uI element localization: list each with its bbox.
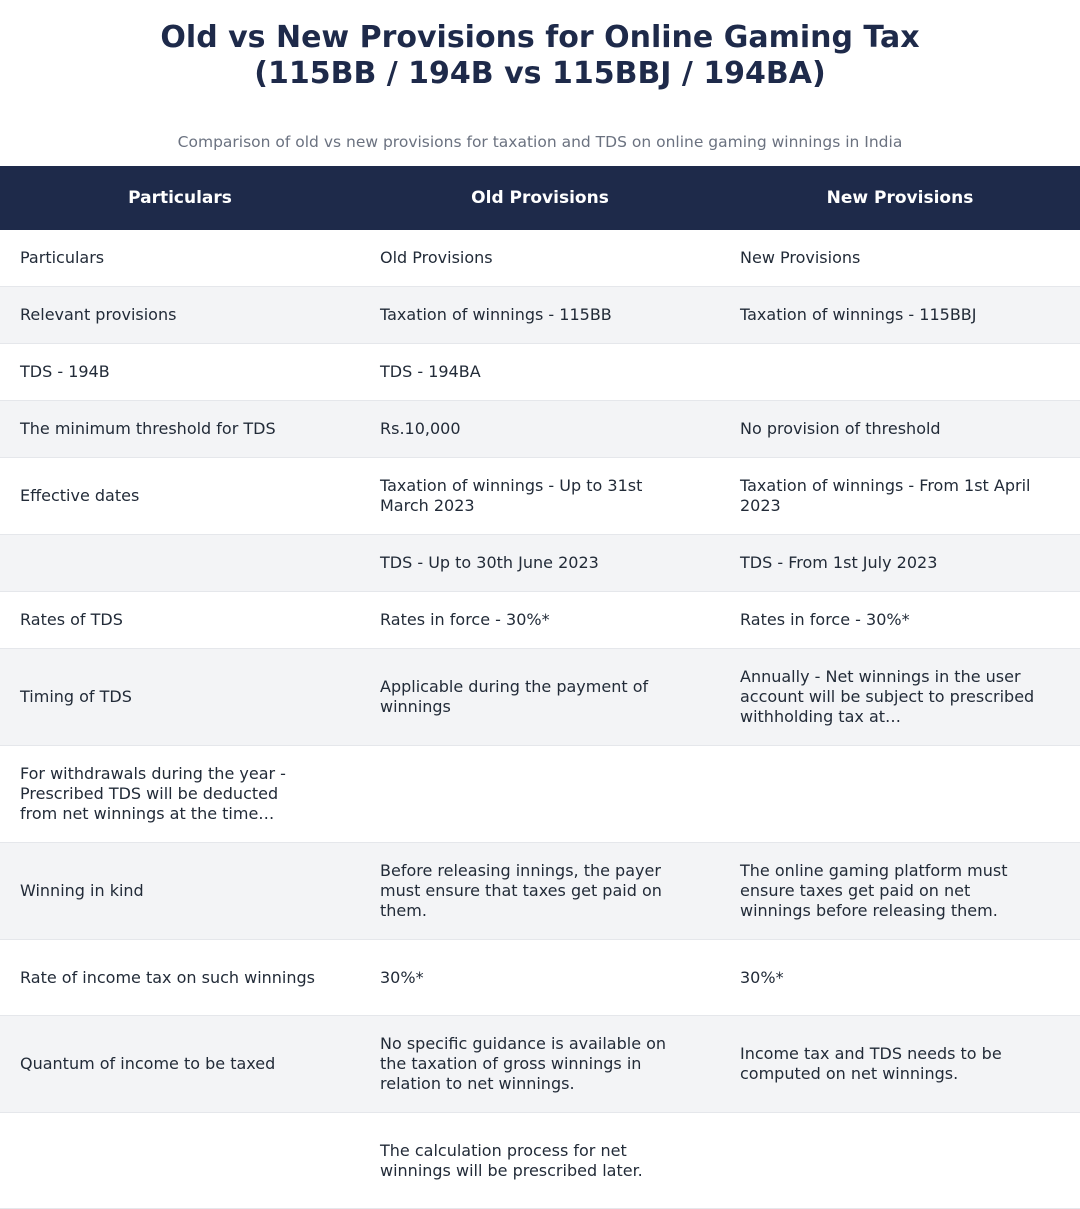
table-row: [0, 746, 1080, 843]
cell-old: No specific guidance is available on the taxation of gross winnings in relation to net winnings.: [380, 1034, 667, 1093]
header-new-provisions: New Provisions: [826, 188, 974, 208]
cell-particulars: Effective dates: [20, 486, 140, 505]
cell-particulars: [0, 535, 360, 592]
table-row: [0, 287, 1080, 344]
table-row: [0, 458, 1080, 535]
table-header-row: [0, 166, 1080, 230]
cell-old: Rs.10,000: [380, 419, 461, 438]
cell-particulars: Quantum of income to be taxed: [20, 1054, 276, 1073]
cell-old: [360, 746, 720, 843]
page-title: [0, 0, 1080, 92]
cell-old: Rates in force - 30%*: [380, 610, 550, 629]
cell-old: The calculation process for net winnings will be prescribed later.: [380, 1140, 643, 1180]
table-row: [0, 843, 1080, 940]
table-row: [0, 230, 1080, 287]
table-row: [0, 1016, 1080, 1113]
cell-old: Taxation of winnings - Up to 31st March 2023: [380, 476, 643, 515]
cell-new: [720, 1113, 1080, 1209]
header-particulars: Particulars: [128, 188, 232, 208]
cell-new: No provision of threshold: [740, 419, 941, 438]
cell-new: Income tax and TDS needs to be computed on net winnings.: [740, 1044, 1002, 1083]
table-row: [0, 940, 1080, 1016]
table-row: [0, 592, 1080, 649]
cell-new: Taxation of winnings - 115BBJ: [740, 305, 977, 324]
table-row: [0, 344, 1080, 401]
cell-particulars: [0, 1113, 360, 1209]
cell-new: Taxation of winnings - From 1st April 2023: [740, 476, 1031, 515]
cell-new: TDS - From 1st July 2023: [740, 553, 938, 572]
page-subtitle: Comparison of old vs new provisions for taxation and TDS on online gaming winnings in India: [177, 133, 903, 151]
cell-particulars: Rates of TDS: [20, 610, 123, 629]
cell-particulars: [0, 746, 360, 843]
cell-old: Old Provisions: [380, 248, 493, 267]
page-title-line-2: (115BB / 194B vs 115BBJ / 194BA): [254, 56, 826, 91]
cell-new: New Provisions: [740, 248, 861, 267]
cell-new-text: Annually - Net winnings in the user account will be subject to prescribed withholding tax at…: [740, 667, 1035, 726]
cell-new: Rates in force - 30%*: [740, 610, 910, 629]
cell-particulars: Timing of TDS: [20, 687, 132, 706]
cell-old: TDS - 194BA: [380, 362, 481, 381]
page-title-line-1: Old vs New Provisions for Online Gaming Tax: [160, 20, 920, 55]
cell-particulars-text: For withdrawals during the year - Prescribed TDS will be deducted from net winnings at the time…: [20, 764, 286, 823]
cell-old: Applicable during the payment of winnings: [380, 677, 649, 716]
cell-particulars: Relevant provisions: [20, 305, 177, 324]
cell-particulars: The minimum threshold for TDS: [20, 419, 276, 438]
cell-old: 30%*: [380, 967, 424, 987]
cell-particulars: Winning in kind: [20, 881, 144, 900]
comparison-table: [0, 166, 1080, 1209]
cell-new: The online gaming platform must ensure taxes get paid on net winnings before releasing them.: [740, 861, 1008, 920]
cell-new: [720, 344, 1080, 401]
cell-old: Before releasing innings, the payer must ensure that taxes get paid on them.: [380, 861, 662, 920]
cell-new: 30%*: [740, 967, 784, 987]
cell-particulars: Rate of income tax on such winnings: [20, 967, 316, 987]
table-row: [0, 535, 1080, 592]
cell-particulars: TDS - 194B: [20, 362, 110, 381]
table-row: [0, 401, 1080, 458]
cell-old: TDS - Up to 30th June 2023: [380, 553, 599, 572]
cell-new: [720, 746, 1080, 843]
cell-particulars: Particulars: [20, 248, 105, 267]
cell-new: [720, 649, 1080, 746]
table-row: [0, 649, 1080, 746]
header-old-provisions: Old Provisions: [471, 188, 609, 208]
table-row: [0, 1113, 1080, 1209]
cell-old: Taxation of winnings - 115BB: [380, 305, 612, 324]
